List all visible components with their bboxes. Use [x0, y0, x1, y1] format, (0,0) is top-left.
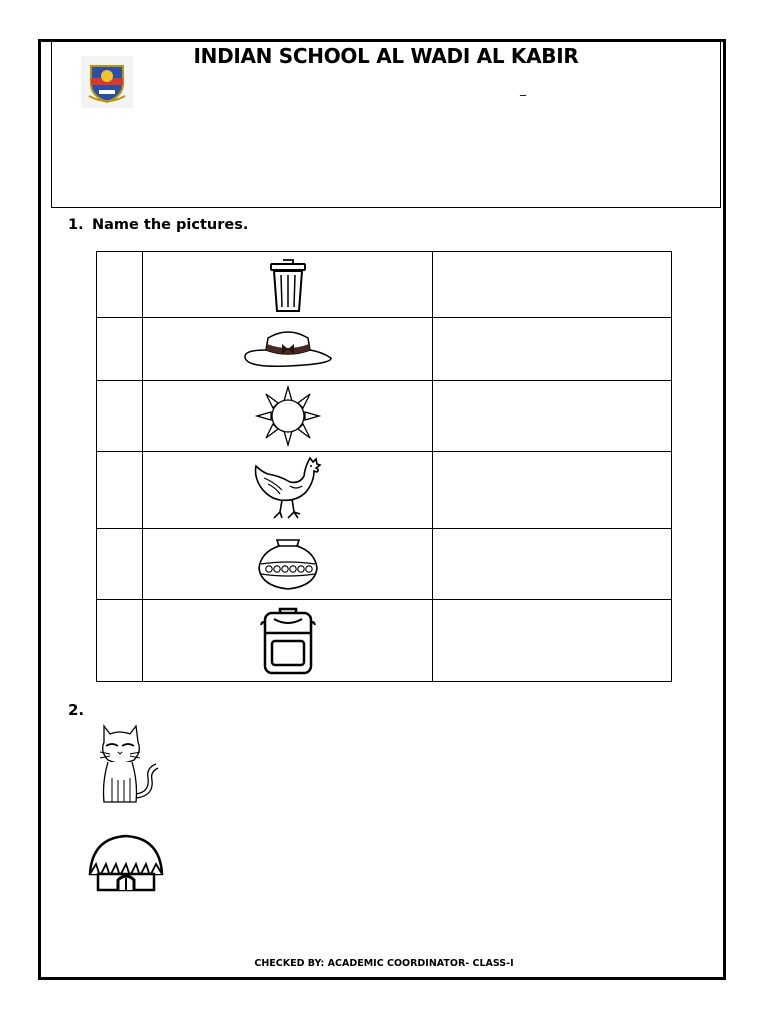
table-row: [97, 381, 672, 452]
question-1-heading: [68, 217, 248, 233]
table-row: [97, 452, 672, 529]
picture-table: [96, 251, 672, 682]
table-row: [97, 252, 672, 318]
picture-cell: [142, 600, 433, 682]
row-number-cell: [97, 252, 143, 318]
picture-cell: [142, 452, 433, 529]
sun-icon: [143, 385, 433, 447]
answer-cell: [433, 529, 672, 600]
hat-icon: [143, 328, 433, 370]
table-row: [97, 529, 672, 600]
row-number-cell: [97, 381, 143, 452]
answer-cell: [433, 381, 672, 452]
picture-cell: [142, 529, 433, 600]
answer-cell: [433, 452, 672, 529]
picture-cell: [142, 318, 433, 381]
picture-cell: [142, 381, 433, 452]
answer-cell: [433, 252, 672, 318]
row-number-cell: [97, 600, 143, 682]
picture-cell: [142, 252, 433, 318]
question-1-prompt: Name the pictures.: [92, 217, 249, 233]
question-1-number: 1.: [68, 217, 84, 233]
hut-icon: [88, 834, 164, 892]
school-title: INDIAN SCHOOL AL WADI AL KABIR: [193, 44, 579, 68]
row-number-cell: [97, 529, 143, 600]
table-row: [97, 600, 672, 682]
bag-icon: [143, 605, 433, 677]
row-number-cell: [97, 452, 143, 529]
cat-icon: [98, 722, 160, 808]
row-number-cell: [97, 318, 143, 381]
footer-checked-by: CHECKED BY: ACADEMIC COORDINATOR- CLASS-I: [254, 958, 514, 969]
header-dash: _: [520, 82, 526, 96]
answer-cell: [433, 600, 672, 682]
dustbin-icon: [143, 256, 433, 314]
hen-icon: [143, 456, 433, 524]
pot-icon: [143, 536, 433, 592]
table-row: [97, 318, 672, 381]
answer-cell: [433, 318, 672, 381]
question-2-number: 2.: [68, 701, 85, 719]
